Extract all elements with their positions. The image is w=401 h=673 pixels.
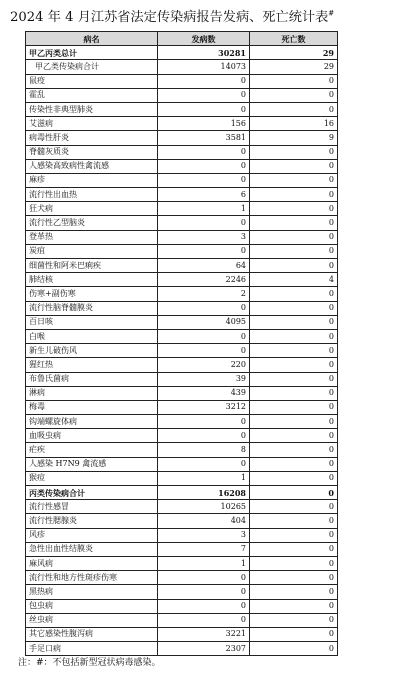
deaths-cell: 0 bbox=[250, 457, 338, 471]
deaths-cell: 0 bbox=[250, 613, 338, 627]
table-row bbox=[26, 202, 338, 216]
footnote: 注：#：不包括新型冠状病毒感染。 bbox=[18, 658, 161, 668]
deaths-cell: 0 bbox=[250, 599, 338, 613]
deaths-cell: 0 bbox=[250, 471, 338, 485]
column-header-disease: 病名 bbox=[26, 32, 158, 46]
disease-name-cell: 百日咳 bbox=[26, 315, 158, 329]
disease-name-cell: 伤寒+副伤寒 bbox=[26, 287, 158, 301]
table-row bbox=[26, 415, 338, 429]
deaths-cell: 29 bbox=[250, 60, 338, 74]
disease-name-cell: 霍乱 bbox=[26, 88, 158, 102]
deaths-cell: 0 bbox=[250, 486, 338, 500]
deaths-cell: 0 bbox=[250, 627, 338, 641]
disease-name-cell: 肺结核 bbox=[26, 273, 158, 287]
deaths-cell: 0 bbox=[250, 400, 338, 414]
disease-name-cell: 甲乙类传染病合计 bbox=[26, 60, 158, 74]
deaths-cell: 0 bbox=[250, 74, 338, 88]
cases-cell: 404 bbox=[158, 514, 250, 528]
table-row bbox=[26, 301, 338, 315]
table-row bbox=[26, 74, 338, 88]
table-header-row bbox=[26, 32, 338, 46]
disease-name-cell: 疟疾 bbox=[26, 443, 158, 457]
deaths-cell: 0 bbox=[250, 145, 338, 159]
table-row bbox=[26, 386, 338, 400]
disease-name-cell: 鼠疫 bbox=[26, 74, 158, 88]
disease-name-cell: 新生儿破伤风 bbox=[26, 344, 158, 358]
column-header-deaths: 死亡数 bbox=[250, 32, 338, 46]
disease-name-cell: 丙类传染病合计 bbox=[26, 486, 158, 500]
cases-cell: 220 bbox=[158, 358, 250, 372]
disease-name-cell: 其它感染性腹泻病 bbox=[26, 627, 158, 641]
table-row bbox=[26, 244, 338, 258]
disease-name-cell: 丝虫病 bbox=[26, 613, 158, 627]
disease-name-cell: 病毒性肝炎 bbox=[26, 131, 158, 145]
deaths-cell: 0 bbox=[250, 514, 338, 528]
page-title: 2024 年 4 月江苏省法定传染病报告发病、死亡统计表# bbox=[10, 9, 335, 25]
cases-cell: 156 bbox=[158, 117, 250, 131]
deaths-cell: 0 bbox=[250, 344, 338, 358]
deaths-cell: 0 bbox=[250, 571, 338, 585]
disease-name-cell: 甲乙丙类总计 bbox=[26, 46, 158, 60]
disease-name-cell: 人感染 H7N9 禽流感 bbox=[26, 457, 158, 471]
column-header-cases: 发病数 bbox=[158, 32, 250, 46]
deaths-cell: 0 bbox=[250, 443, 338, 457]
table-row bbox=[26, 273, 338, 287]
table-row bbox=[26, 131, 338, 145]
deaths-cell: 0 bbox=[250, 556, 338, 570]
deaths-cell: 0 bbox=[250, 259, 338, 273]
table-row bbox=[26, 457, 338, 471]
disease-name-cell: 炭疽 bbox=[26, 244, 158, 258]
cases-cell: 64 bbox=[158, 259, 250, 273]
cases-cell: 10265 bbox=[158, 500, 250, 514]
disease-name-cell: 包虫病 bbox=[26, 599, 158, 613]
disease-name-cell: 登革热 bbox=[26, 230, 158, 244]
cases-cell: 3221 bbox=[158, 627, 250, 641]
cases-cell: 0 bbox=[158, 457, 250, 471]
cases-cell: 30281 bbox=[158, 46, 250, 60]
deaths-cell: 0 bbox=[250, 542, 338, 556]
table-row bbox=[26, 315, 338, 329]
disease-name-cell: 传染性非典型肺炎 bbox=[26, 102, 158, 116]
table-row bbox=[26, 46, 338, 60]
cases-cell: 3581 bbox=[158, 131, 250, 145]
deaths-cell: 0 bbox=[250, 202, 338, 216]
disease-name-cell: 布鲁氏菌病 bbox=[26, 372, 158, 386]
cases-cell: 0 bbox=[158, 74, 250, 88]
deaths-cell: 0 bbox=[250, 415, 338, 429]
deaths-cell: 0 bbox=[250, 173, 338, 187]
deaths-cell: 9 bbox=[250, 131, 338, 145]
table-row bbox=[26, 145, 338, 159]
cases-cell: 1 bbox=[158, 556, 250, 570]
deaths-cell: 0 bbox=[250, 329, 338, 343]
deaths-cell: 0 bbox=[250, 88, 338, 102]
deaths-cell: 0 bbox=[250, 287, 338, 301]
deaths-cell: 0 bbox=[250, 216, 338, 230]
cases-cell: 0 bbox=[158, 613, 250, 627]
table-row bbox=[26, 188, 338, 202]
disease-name-cell: 狂犬病 bbox=[26, 202, 158, 216]
table-row bbox=[26, 500, 338, 514]
deaths-cell: 0 bbox=[250, 230, 338, 244]
disease-name-cell: 麻疹 bbox=[26, 173, 158, 187]
table-row bbox=[26, 613, 338, 627]
cases-cell: 3 bbox=[158, 528, 250, 542]
table-row bbox=[26, 514, 338, 528]
cases-cell: 2 bbox=[158, 287, 250, 301]
table-row bbox=[26, 230, 338, 244]
disease-name-cell: 白喉 bbox=[26, 329, 158, 343]
table-row bbox=[26, 344, 338, 358]
cases-cell: 0 bbox=[158, 599, 250, 613]
cases-cell: 0 bbox=[158, 429, 250, 443]
cases-cell: 16208 bbox=[158, 486, 250, 500]
table-row bbox=[26, 642, 338, 656]
disease-name-cell: 黑热病 bbox=[26, 585, 158, 599]
deaths-cell: 0 bbox=[250, 244, 338, 258]
deaths-cell: 0 bbox=[250, 500, 338, 514]
deaths-cell: 4 bbox=[250, 273, 338, 287]
table-row bbox=[26, 173, 338, 187]
statistics-table bbox=[25, 31, 338, 656]
table-row bbox=[26, 117, 338, 131]
table-row bbox=[26, 372, 338, 386]
table-row bbox=[26, 486, 338, 500]
cases-cell: 0 bbox=[158, 173, 250, 187]
deaths-cell: 0 bbox=[250, 188, 338, 202]
table-row bbox=[26, 216, 338, 230]
table-row bbox=[26, 528, 338, 542]
disease-name-cell: 猩红热 bbox=[26, 358, 158, 372]
disease-name-cell: 淋病 bbox=[26, 386, 158, 400]
deaths-cell: 0 bbox=[250, 159, 338, 173]
deaths-cell: 0 bbox=[250, 386, 338, 400]
deaths-cell: 0 bbox=[250, 358, 338, 372]
disease-name-cell: 流行性脑脊髓膜炎 bbox=[26, 301, 158, 315]
table-row bbox=[26, 556, 338, 570]
deaths-cell: 16 bbox=[250, 117, 338, 131]
cases-cell: 14073 bbox=[158, 60, 250, 74]
disease-name-cell: 细菌性和阿米巴痢疾 bbox=[26, 259, 158, 273]
table-row bbox=[26, 429, 338, 443]
cases-cell: 4095 bbox=[158, 315, 250, 329]
cases-cell: 39 bbox=[158, 372, 250, 386]
table-row bbox=[26, 471, 338, 485]
cases-cell: 0 bbox=[158, 329, 250, 343]
table-row bbox=[26, 627, 338, 641]
table-row bbox=[26, 400, 338, 414]
table-row bbox=[26, 599, 338, 613]
deaths-cell: 0 bbox=[250, 528, 338, 542]
cases-cell: 3 bbox=[158, 230, 250, 244]
disease-name-cell: 流行性出血热 bbox=[26, 188, 158, 202]
disease-name-cell: 艾滋病 bbox=[26, 117, 158, 131]
cases-cell: 0 bbox=[158, 102, 250, 116]
disease-name-cell: 手足口病 bbox=[26, 642, 158, 656]
cases-cell: 3212 bbox=[158, 400, 250, 414]
disease-name-cell: 急性出血性结膜炎 bbox=[26, 542, 158, 556]
table-row bbox=[26, 159, 338, 173]
disease-name-cell: 流行性乙型脑炎 bbox=[26, 216, 158, 230]
cases-cell: 0 bbox=[158, 415, 250, 429]
disease-name-cell: 流行性感冒 bbox=[26, 500, 158, 514]
disease-name-cell: 血吸虫病 bbox=[26, 429, 158, 443]
cases-cell: 2246 bbox=[158, 273, 250, 287]
table-row bbox=[26, 60, 338, 74]
table-row bbox=[26, 329, 338, 343]
deaths-cell: 0 bbox=[250, 429, 338, 443]
disease-name-cell: 钩端螺旋体病 bbox=[26, 415, 158, 429]
cases-cell: 1 bbox=[158, 202, 250, 216]
disease-name-cell: 风疹 bbox=[26, 528, 158, 542]
table-row bbox=[26, 443, 338, 457]
disease-name-cell: 人感染高致病性禽流感 bbox=[26, 159, 158, 173]
disease-name-cell: 脊髓灰质炎 bbox=[26, 145, 158, 159]
table-row bbox=[26, 102, 338, 116]
table-row bbox=[26, 585, 338, 599]
disease-name-cell: 梅毒 bbox=[26, 400, 158, 414]
table-row bbox=[26, 259, 338, 273]
disease-name-cell: 猴痘 bbox=[26, 471, 158, 485]
cases-cell: 439 bbox=[158, 386, 250, 400]
disease-name-cell: 麻风病 bbox=[26, 556, 158, 570]
table-row bbox=[26, 287, 338, 301]
cases-cell: 0 bbox=[158, 216, 250, 230]
cases-cell: 7 bbox=[158, 542, 250, 556]
cases-cell: 0 bbox=[158, 344, 250, 358]
deaths-cell: 0 bbox=[250, 585, 338, 599]
deaths-cell: 0 bbox=[250, 301, 338, 315]
cases-cell: 0 bbox=[158, 585, 250, 599]
cases-cell: 8 bbox=[158, 443, 250, 457]
cases-cell: 0 bbox=[158, 244, 250, 258]
title-footnote-mark: # bbox=[328, 9, 335, 18]
deaths-cell: 29 bbox=[250, 46, 338, 60]
cases-cell: 0 bbox=[158, 88, 250, 102]
deaths-cell: 0 bbox=[250, 315, 338, 329]
table-row bbox=[26, 571, 338, 585]
cases-cell: 0 bbox=[158, 159, 250, 173]
disease-name-cell: 流行性和地方性斑疹伤寒 bbox=[26, 571, 158, 585]
cases-cell: 2307 bbox=[158, 642, 250, 656]
disease-name-cell: 流行性腮腺炎 bbox=[26, 514, 158, 528]
cases-cell: 0 bbox=[158, 301, 250, 315]
table-row bbox=[26, 542, 338, 556]
cases-cell: 0 bbox=[158, 571, 250, 585]
deaths-cell: 0 bbox=[250, 372, 338, 386]
deaths-cell: 0 bbox=[250, 642, 338, 656]
table-row bbox=[26, 358, 338, 372]
deaths-cell: 0 bbox=[250, 102, 338, 116]
table-row bbox=[26, 88, 338, 102]
cases-cell: 1 bbox=[158, 471, 250, 485]
cases-cell: 6 bbox=[158, 188, 250, 202]
cases-cell: 0 bbox=[158, 145, 250, 159]
